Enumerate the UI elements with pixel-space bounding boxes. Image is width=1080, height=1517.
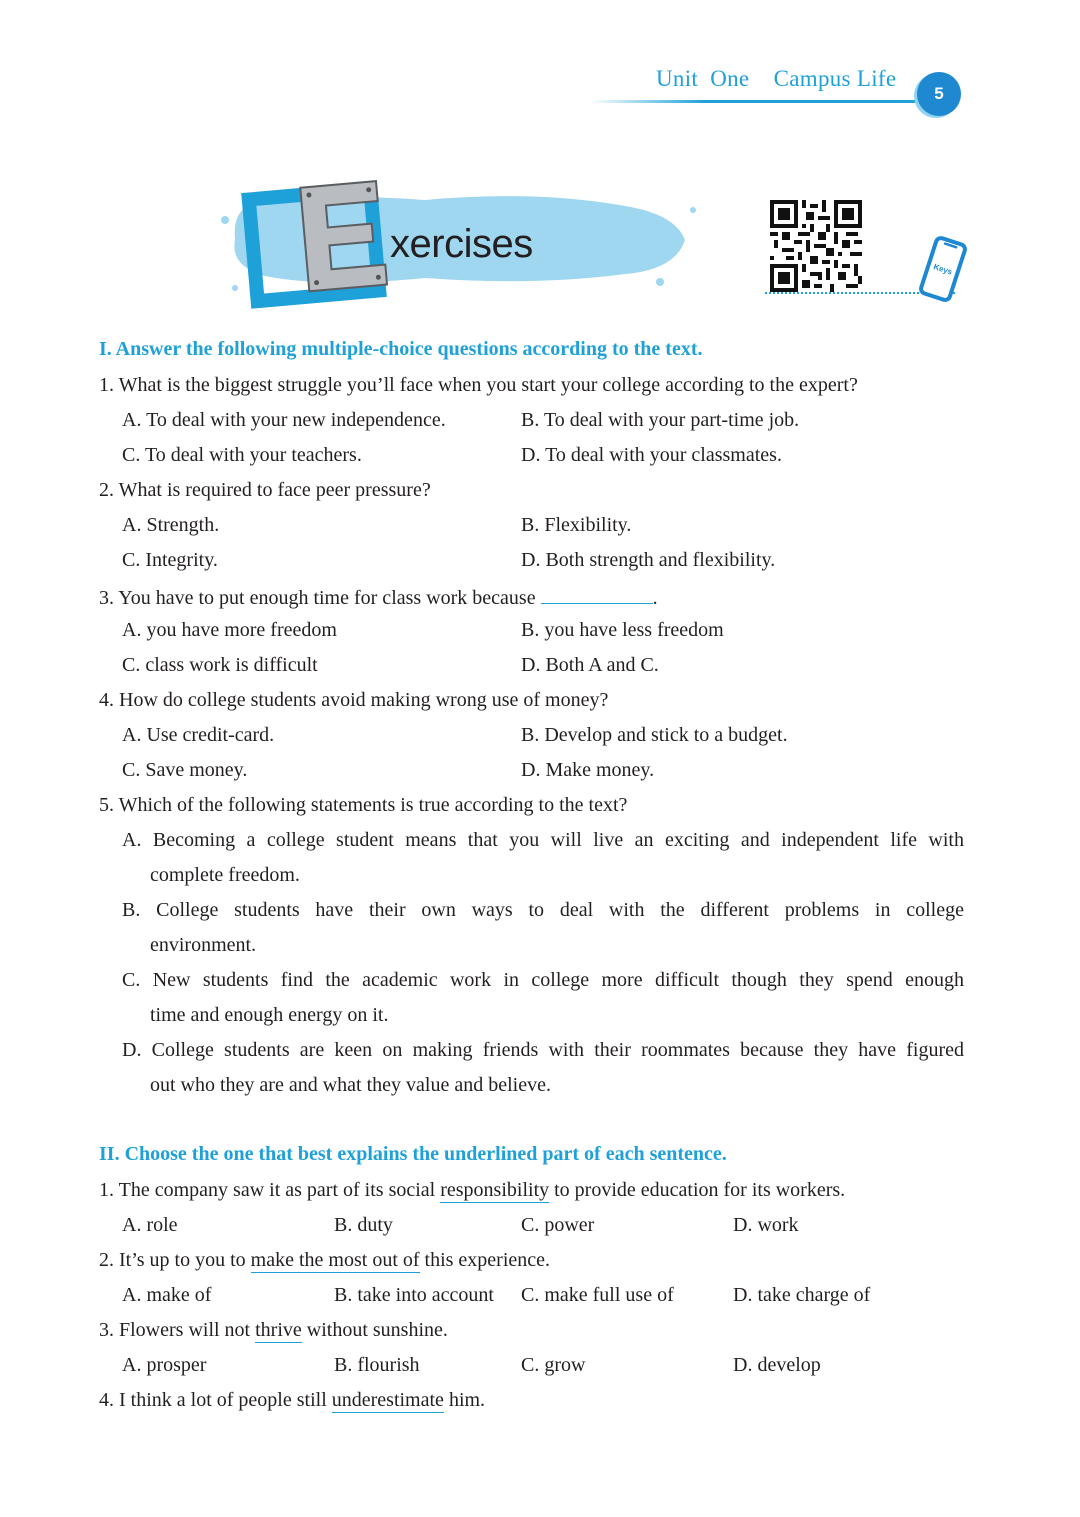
s1-q3-stem: 3. You have to put enough time for class work because	[99, 587, 536, 609]
s1-q5-option-d[interactable]: D. College students are keen on making friends with their roommates because they have figured	[122, 1039, 964, 1061]
s2-q4-stem	[99, 1388, 485, 1412]
s1-q4-option-c[interactable]: C. Save money.	[122, 759, 248, 781]
s2-q1-stem	[99, 1178, 845, 1202]
s2-q4-post: him.	[443, 1389, 486, 1411]
s2-q2-post: this experience.	[419, 1249, 551, 1271]
header-rule	[590, 100, 920, 103]
s1-q2-option-a[interactable]: A. Strength.	[122, 514, 220, 536]
s1-q4-option-a[interactable]: A. Use credit-card.	[122, 724, 275, 746]
s1-q3-option-b[interactable]: B. you have less freedom	[521, 619, 724, 641]
s1-q5-option-d-cont: out who they are and what they value and believe.	[150, 1074, 551, 1096]
s1-q1-stem: 1. What is the biggest struggle you’ll face when you start your college according to the expert?	[99, 374, 858, 396]
page-number: 5	[917, 72, 961, 116]
s1-q1-option-a[interactable]: A. To deal with your new independence.	[122, 409, 446, 431]
s1-q2-option-b[interactable]: B. Flexibility.	[521, 514, 632, 536]
s2-q3-stem	[99, 1318, 448, 1342]
s1-q5-option-b-cont: environment.	[150, 934, 257, 956]
s2-q3-post: without sunshine.	[301, 1319, 448, 1341]
s2-q3-option-d[interactable]: D. develop	[733, 1354, 821, 1376]
s1-q5-stem: 5. Which of the following statements is true according to the text?	[99, 794, 628, 816]
s1-q3-option-d[interactable]: D. Both A and C.	[521, 654, 659, 676]
s2-q2-stem	[99, 1248, 550, 1272]
answer-blank	[541, 583, 653, 604]
s1-q2-option-d[interactable]: D. Both strength and flexibility.	[521, 549, 776, 571]
s1-q5-option-b[interactable]: B. College students have their own ways to deal with the different problems in college	[122, 899, 964, 921]
s2-q2-underlined: make the most out of	[250, 1249, 420, 1271]
s1-q1-option-d[interactable]: D. To deal with your classmates.	[521, 444, 782, 466]
s2-q2-option-c[interactable]: C. make full use of	[521, 1284, 674, 1306]
s2-q3-option-b[interactable]: B. flourish	[334, 1354, 420, 1376]
s2-q1-underlined: responsibility	[440, 1179, 550, 1201]
exercises-title: xercises	[390, 222, 533, 266]
section-2-heading: II. Choose the one that best explains the underlined part of each sentence.	[99, 1143, 727, 1165]
s1-q4-option-d[interactable]: D. Make money.	[521, 759, 655, 781]
s2-q2-option-d[interactable]: D. take charge of	[733, 1284, 871, 1306]
s1-q5-option-c[interactable]: C. New students find the academic work in college more difficult though they spend enough	[122, 969, 964, 991]
s1-q2-stem: 2. What is required to face peer pressure?	[99, 479, 431, 501]
s1-q4-option-b[interactable]: B. Develop and stick to a budget.	[521, 724, 788, 746]
section-1-heading: I. Answer the following multiple-choice questions according to the text.	[99, 338, 703, 360]
s2-q1-pre: 1. The company saw it as part of its social	[99, 1179, 441, 1201]
s2-q1-option-d[interactable]: D. work	[733, 1214, 799, 1236]
s1-q3-stem-line: 3. You have to put enough time for class work because .	[99, 583, 658, 610]
s1-q1-option-b[interactable]: B. To deal with your part-time job.	[521, 409, 800, 431]
s2-q3-option-a[interactable]: A. prosper	[122, 1354, 207, 1376]
keys-label: Keys	[932, 262, 954, 277]
s1-q4-stem: 4. How do college students avoid making wrong use of money?	[99, 689, 609, 711]
phone-keys-icon	[918, 236, 968, 302]
s2-q3-pre: 3. Flowers will not	[99, 1319, 256, 1341]
s2-q2-option-a[interactable]: A. make of	[122, 1284, 212, 1306]
s2-q4-pre: 4. I think a lot of people still	[99, 1389, 332, 1411]
s1-q3-option-c[interactable]: C. class work is difficult	[122, 654, 318, 676]
s1-q2-option-c[interactable]: C. Integrity.	[122, 549, 218, 571]
s2-q2-pre: 2. It’s up to you to	[99, 1249, 251, 1271]
s2-q3-option-c[interactable]: C. grow	[521, 1354, 586, 1376]
s1-q3-option-a[interactable]: A. you have more freedom	[122, 619, 337, 641]
s1-q1-option-c[interactable]: C. To deal with your teachers.	[122, 444, 362, 466]
s1-q5-option-a-cont: complete freedom.	[150, 864, 300, 886]
s2-q1-option-b[interactable]: B. duty	[334, 1214, 393, 1236]
s2-q2-option-b[interactable]: B. take into account	[334, 1284, 494, 1306]
s2-q1-option-a[interactable]: A. role	[122, 1214, 178, 1236]
s1-q5-option-c-cont: time and enough energy on it.	[150, 1004, 389, 1026]
qr-code[interactable]	[770, 200, 862, 292]
s2-q1-option-c[interactable]: C. power	[521, 1214, 595, 1236]
s2-q4-underlined: underestimate	[331, 1389, 444, 1411]
running-header: Unit One Campus Life	[656, 66, 897, 91]
s2-q3-underlined: thrive	[255, 1319, 302, 1341]
s1-q5-option-a[interactable]: A. Becoming a college student means that you will live an exciting and independent life with	[122, 829, 964, 851]
s2-q1-post: to provide education for its workers.	[549, 1179, 846, 1201]
